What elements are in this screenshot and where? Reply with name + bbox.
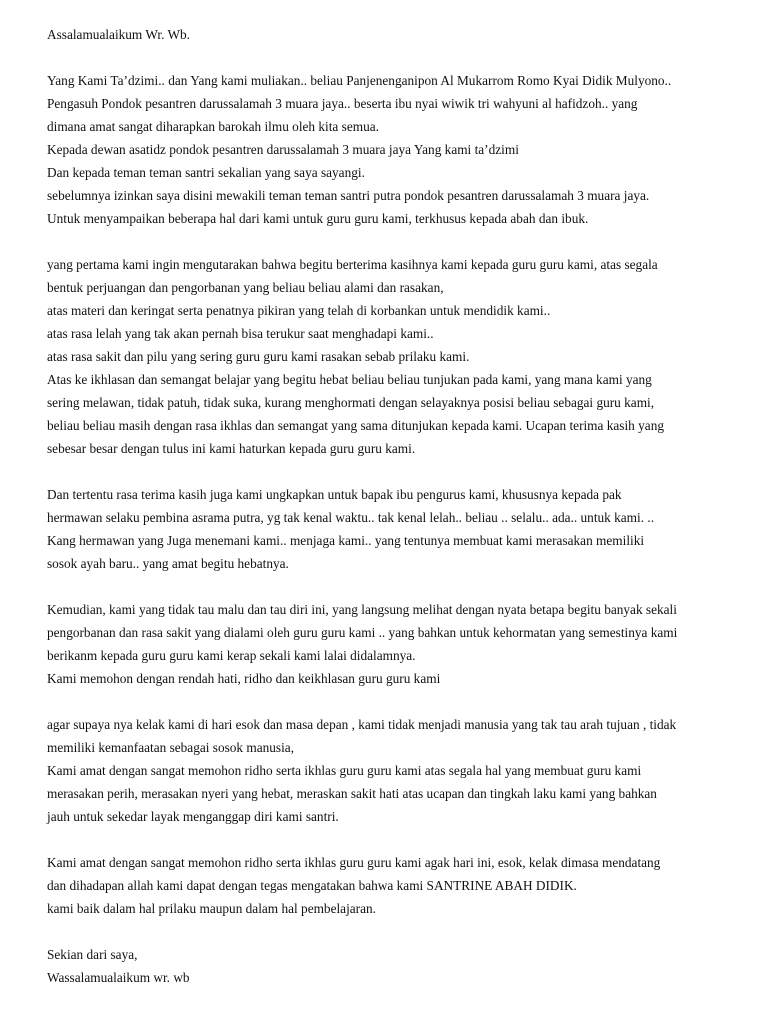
text-line: Dan tertentu rasa terima kasih juga kami ungkapkan untuk bapak ibu pengurus kami, khususnya kepada pak bbox=[47, 487, 622, 502]
text-line: atas rasa sakit dan pilu yang sering guru guru kami rasakan sebab prilaku kami. bbox=[47, 349, 470, 364]
text-line: atas materi dan keringat serta penatnya pikiran yang telah di korbankan untuk mendidik kami.. bbox=[47, 303, 551, 318]
paragraph-gap bbox=[47, 46, 737, 69]
paragraph-gap bbox=[47, 230, 737, 253]
text-line: jauh untuk sekedar layak menganggap diri kami santri. bbox=[47, 809, 339, 824]
text-line: Dan kepada teman teman santri sekalian yang saya sayangi. bbox=[47, 165, 365, 180]
letter-body bbox=[47, 23, 737, 989]
paragraph bbox=[47, 851, 737, 920]
paragraph-gap bbox=[47, 828, 737, 851]
paragraph bbox=[47, 23, 737, 46]
text-line: yang pertama kami ingin mengutarakan bahwa begitu berterima kasihnya kami kepada guru guru kami, atas segala bbox=[47, 257, 658, 272]
text-line: Wassalamualaikum wr. wb bbox=[47, 970, 190, 985]
paragraph-gap bbox=[47, 920, 737, 943]
text-line: beliau beliau masih dengan rasa ikhlas dan semangat yang sama ditunjukan kepada kami. Ucapan terima kasih yang bbox=[47, 418, 664, 433]
text-line: sebelumnya izinkan saya disini mewakili teman teman santri putra pondok pesantren darussalamah 3 muara jaya. bbox=[47, 188, 650, 203]
text-line: Atas ke ikhlasan dan semangat belajar yang begitu hebat beliau beliau tunjukan pada kami, yang mana kami yang bbox=[47, 372, 652, 387]
text-line: berikanm kepada guru guru kami kerap sekali kami lalai didalamnya. bbox=[47, 648, 416, 663]
text-line: atas rasa lelah yang tak akan pernah bisa terukur saat menghadapi kami.. bbox=[47, 326, 434, 341]
text-line: Kami amat dengan sangat memohon ridho serta ikhlas guru guru kami agak hari ini, esok, kelak dimasa mendatang bbox=[47, 855, 661, 870]
paragraph bbox=[47, 253, 737, 460]
text-line: Sekian dari saya, bbox=[47, 947, 138, 962]
text-line: kami baik dalam hal prilaku maupun dalam hal pembelajaran. bbox=[47, 901, 376, 916]
text-line: dimana amat sangat diharapkan barokah ilmu oleh kita semua. bbox=[47, 119, 379, 134]
text-line: merasakan perih, merasakan nyeri yang hebat, meraskan sakit hati atas ucapan dan tingkah laku kami yang bahkan bbox=[47, 786, 657, 801]
text-line: sebesar besar dengan tulus ini kami haturkan kepada guru guru kami. bbox=[47, 441, 416, 456]
paragraph bbox=[47, 598, 737, 690]
text-line: Assalamualaikum Wr. Wb. bbox=[47, 27, 190, 42]
paragraph-gap bbox=[47, 460, 737, 483]
text-line: Kemudian, kami yang tidak tau malu dan tau diri ini, yang langsung melihat dengan nyata betapa begitu banyak sekali bbox=[47, 602, 677, 617]
paragraph bbox=[47, 483, 737, 575]
paragraph bbox=[47, 713, 737, 828]
paragraph bbox=[47, 69, 737, 230]
text-line: Kepada dewan asatidz pondok pesantren darussalamah 3 muara jaya Yang kami ta’dzimi bbox=[47, 142, 519, 157]
paragraph-gap bbox=[47, 690, 737, 713]
text-line: Pengasuh Pondok pesantren darussalamah 3 muara jaya.. beserta ibu nyai wiwik tri wahyuni al hafidzoh.. yang bbox=[47, 96, 638, 111]
text-line: Kami memohon dengan rendah hati, ridho dan keikhlasan guru guru kami bbox=[47, 671, 441, 686]
text-line: agar supaya nya kelak kami di hari esok dan masa depan , kami tidak menjadi manusia yang tak tau arah tujuan , tidak bbox=[47, 717, 677, 732]
text-line: Untuk menyampaikan beberapa hal dari kami untuk guru guru kami, terkhusus kepada abah dan ibuk. bbox=[47, 211, 589, 226]
text-line: hermawan selaku pembina asrama putra, yg tak kenal waktu.. tak kenal lelah.. beliau .. selalu.. ada.. untuk kami. .. bbox=[47, 510, 655, 525]
text-line: Yang Kami Ta’dzimi.. dan Yang kami muliakan.. beliau Panjenenganipon Al Mukarrom Romo Kyai Didik Mulyono.. bbox=[47, 73, 672, 88]
paragraph bbox=[47, 943, 737, 989]
paragraph-gap bbox=[47, 575, 737, 598]
text-line: sosok ayah baru.. yang amat begitu hebatnya. bbox=[47, 556, 289, 571]
text-line: memiliki kemanfaatan sebagai sosok manusia, bbox=[47, 740, 295, 755]
text-line: sering melawan, tidak patuh, tidak suka, kurang menghormati dengan selayaknya posisi beliau sebagai guru kami, bbox=[47, 395, 655, 410]
text-line: dan dihadapan allah kami dapat dengan tegas mengatakan bahwa kami SANTRINE ABAH DIDIK. bbox=[47, 878, 577, 893]
text-line: bentuk perjuangan dan pengorbanan yang beliau beliau alami dan rasakan, bbox=[47, 280, 444, 295]
text-line: Kami amat dengan sangat memohon ridho serta ikhlas guru guru kami atas segala hal yang membuat guru kami bbox=[47, 763, 642, 778]
text-line: Kang hermawan yang Juga menemani kami.. menjaga kami.. yang tentunya membuat kami merasakan memiliki bbox=[47, 533, 645, 548]
text-line: pengorbanan dan rasa sakit yang dialami oleh guru guru kami .. yang bahkan untuk kehormatan yang semestinya kami bbox=[47, 625, 678, 640]
